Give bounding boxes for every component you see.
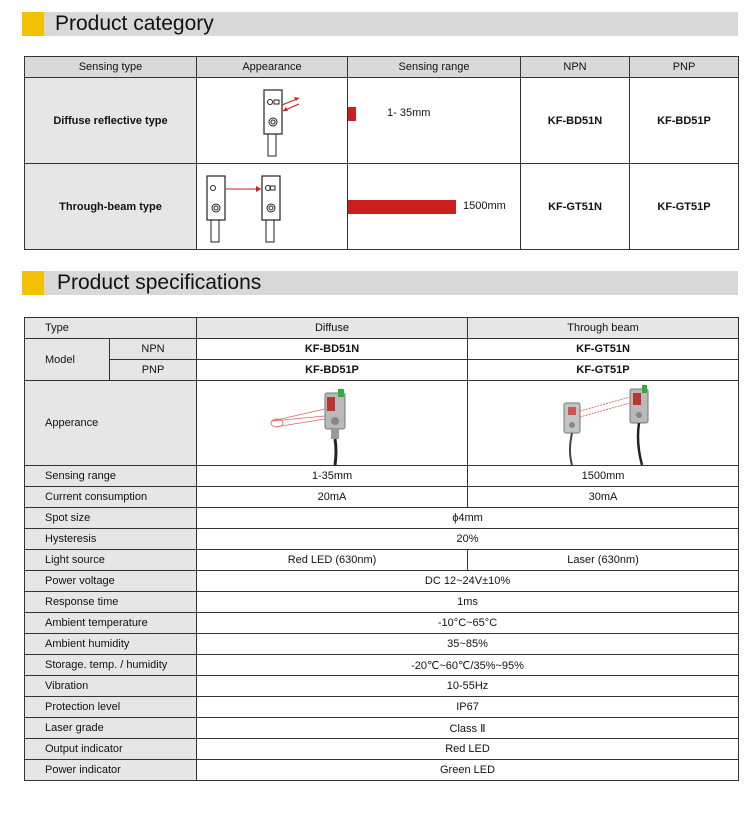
through-product-image: [468, 381, 739, 466]
spec-row-label: Vibration: [25, 676, 197, 697]
spec-shared-value: -20℃~60℃/35%~95%: [197, 655, 739, 676]
spec-pnp-diffuse: KF-BD51P: [197, 360, 468, 381]
category-row-through: [25, 164, 739, 250]
through-range-text: 1500mm: [463, 200, 506, 212]
spec-appearance-label: Apperance: [25, 381, 197, 466]
spec-row: [25, 634, 739, 655]
category-section-header: [22, 12, 738, 36]
spec-row-label: Output indicator: [25, 739, 197, 760]
spec-row-label: Spot size: [25, 508, 197, 529]
diffuse-pnp-code: KF-BD51P: [630, 78, 739, 164]
spec-row: [25, 466, 739, 487]
spec-npn-diffuse: KF-BD51N: [197, 339, 468, 360]
specs-section-header: [22, 271, 738, 295]
through-beam-sensor-diagram: [197, 164, 348, 249]
diffuse-npn-code: KF-BD51N: [521, 78, 630, 164]
spec-row-label: Storage. temp. / humidity: [25, 655, 197, 676]
spec-shared-value: 1ms: [197, 592, 739, 613]
spec-diffuse-value: 20mA: [197, 487, 468, 508]
row-type-label: Diffuse reflective type: [25, 78, 197, 164]
spec-through-value: Laser (630nm): [468, 550, 739, 571]
through-range-bar: [348, 200, 456, 214]
spec-diffuse-value: Red LED (630nm): [197, 550, 468, 571]
diffuse-range-bar: [348, 107, 356, 121]
category-row-diffuse: [25, 78, 739, 164]
spec-row: [25, 550, 739, 571]
spec-shared-value: -10°C~65°C: [197, 613, 739, 634]
category-table: [24, 56, 739, 250]
spec-row: [25, 487, 739, 508]
spec-pnp-through: KF-GT51P: [468, 360, 739, 381]
spec-header-row: [25, 318, 739, 339]
diffuse-product-illustration: [197, 381, 468, 465]
spec-npn-label: NPN: [110, 339, 197, 360]
header-npn: NPN: [521, 57, 630, 78]
spec-row: [25, 718, 739, 739]
spec-shared-value: 20%: [197, 529, 739, 550]
spec-model-npn-row: [25, 339, 739, 360]
through-appearance-cell: [197, 164, 348, 250]
spec-shared-value: Red LED: [197, 739, 739, 760]
spec-col-through: Through beam: [468, 318, 739, 339]
diffuse-appearance-cell: [197, 78, 348, 164]
spec-row: [25, 508, 739, 529]
spec-row-label: Response time: [25, 592, 197, 613]
spec-model-label: Model: [25, 339, 110, 381]
spec-shared-value: IP67: [197, 697, 739, 718]
spec-row: [25, 655, 739, 676]
row-type-label: Through-beam type: [25, 164, 197, 250]
spec-shared-value: 10-55Hz: [197, 676, 739, 697]
header-sensing-type: Sensing type: [25, 57, 197, 78]
spec-row: [25, 739, 739, 760]
spec-row-label: Sensing range: [25, 466, 197, 487]
spec-appearance-row: [25, 381, 739, 466]
specs-title: Product specifications: [57, 271, 262, 294]
spec-shared-value: Green LED: [197, 760, 739, 781]
spec-through-value: 1500mm: [468, 466, 739, 487]
category-title: Product category: [55, 12, 214, 35]
spec-shared-value: DC 12~24V±10%: [197, 571, 739, 592]
specs-table: [24, 317, 739, 781]
spec-shared-value: Class Ⅱ: [197, 718, 739, 739]
spec-row-label: Current consumption: [25, 487, 197, 508]
spec-row-label: Power indicator: [25, 760, 197, 781]
spec-through-value: 30mA: [468, 487, 739, 508]
header-accent: [22, 12, 44, 36]
spec-col-diffuse: Diffuse: [197, 318, 468, 339]
diffuse-product-image: [197, 381, 468, 466]
spec-row: [25, 697, 739, 718]
spec-shared-value: ϕ4mm: [197, 508, 739, 529]
spec-diffuse-value: 1-35mm: [197, 466, 468, 487]
spec-shared-value: 35~85%: [197, 634, 739, 655]
through-product-illustration: [468, 381, 739, 465]
spec-row-label: Ambient temperature: [25, 613, 197, 634]
spec-row-label: Protection level: [25, 697, 197, 718]
diffuse-range-cell: [348, 78, 521, 164]
spec-type-label: Type: [25, 318, 197, 339]
spec-row: [25, 592, 739, 613]
spec-row: [25, 760, 739, 781]
header-sensing-range: Sensing range: [348, 57, 521, 78]
through-pnp-code: KF-GT51P: [630, 164, 739, 250]
through-npn-code: KF-GT51N: [521, 164, 630, 250]
spec-row-label: Hysteresis: [25, 529, 197, 550]
spec-row: [25, 676, 739, 697]
spec-row-label: Power voltage: [25, 571, 197, 592]
spec-row: [25, 571, 739, 592]
diffuse-sensor-diagram: [197, 78, 348, 163]
diffuse-range-text: 1- 35mm: [387, 107, 431, 119]
spec-npn-through: KF-GT51N: [468, 339, 739, 360]
header-appearance: Appearance: [197, 57, 348, 78]
spec-row-label: Ambient humidity: [25, 634, 197, 655]
category-header-row: [25, 57, 739, 78]
header-accent: [22, 271, 44, 295]
spec-row-label: Light source: [25, 550, 197, 571]
spec-row-label: Laser grade: [25, 718, 197, 739]
header-pnp: PNP: [630, 57, 739, 78]
spec-pnp-label: PNP: [110, 360, 197, 381]
spec-row: [25, 529, 739, 550]
through-range-cell: [348, 164, 521, 250]
spec-row: [25, 613, 739, 634]
spec-model-pnp-row: [25, 360, 739, 381]
